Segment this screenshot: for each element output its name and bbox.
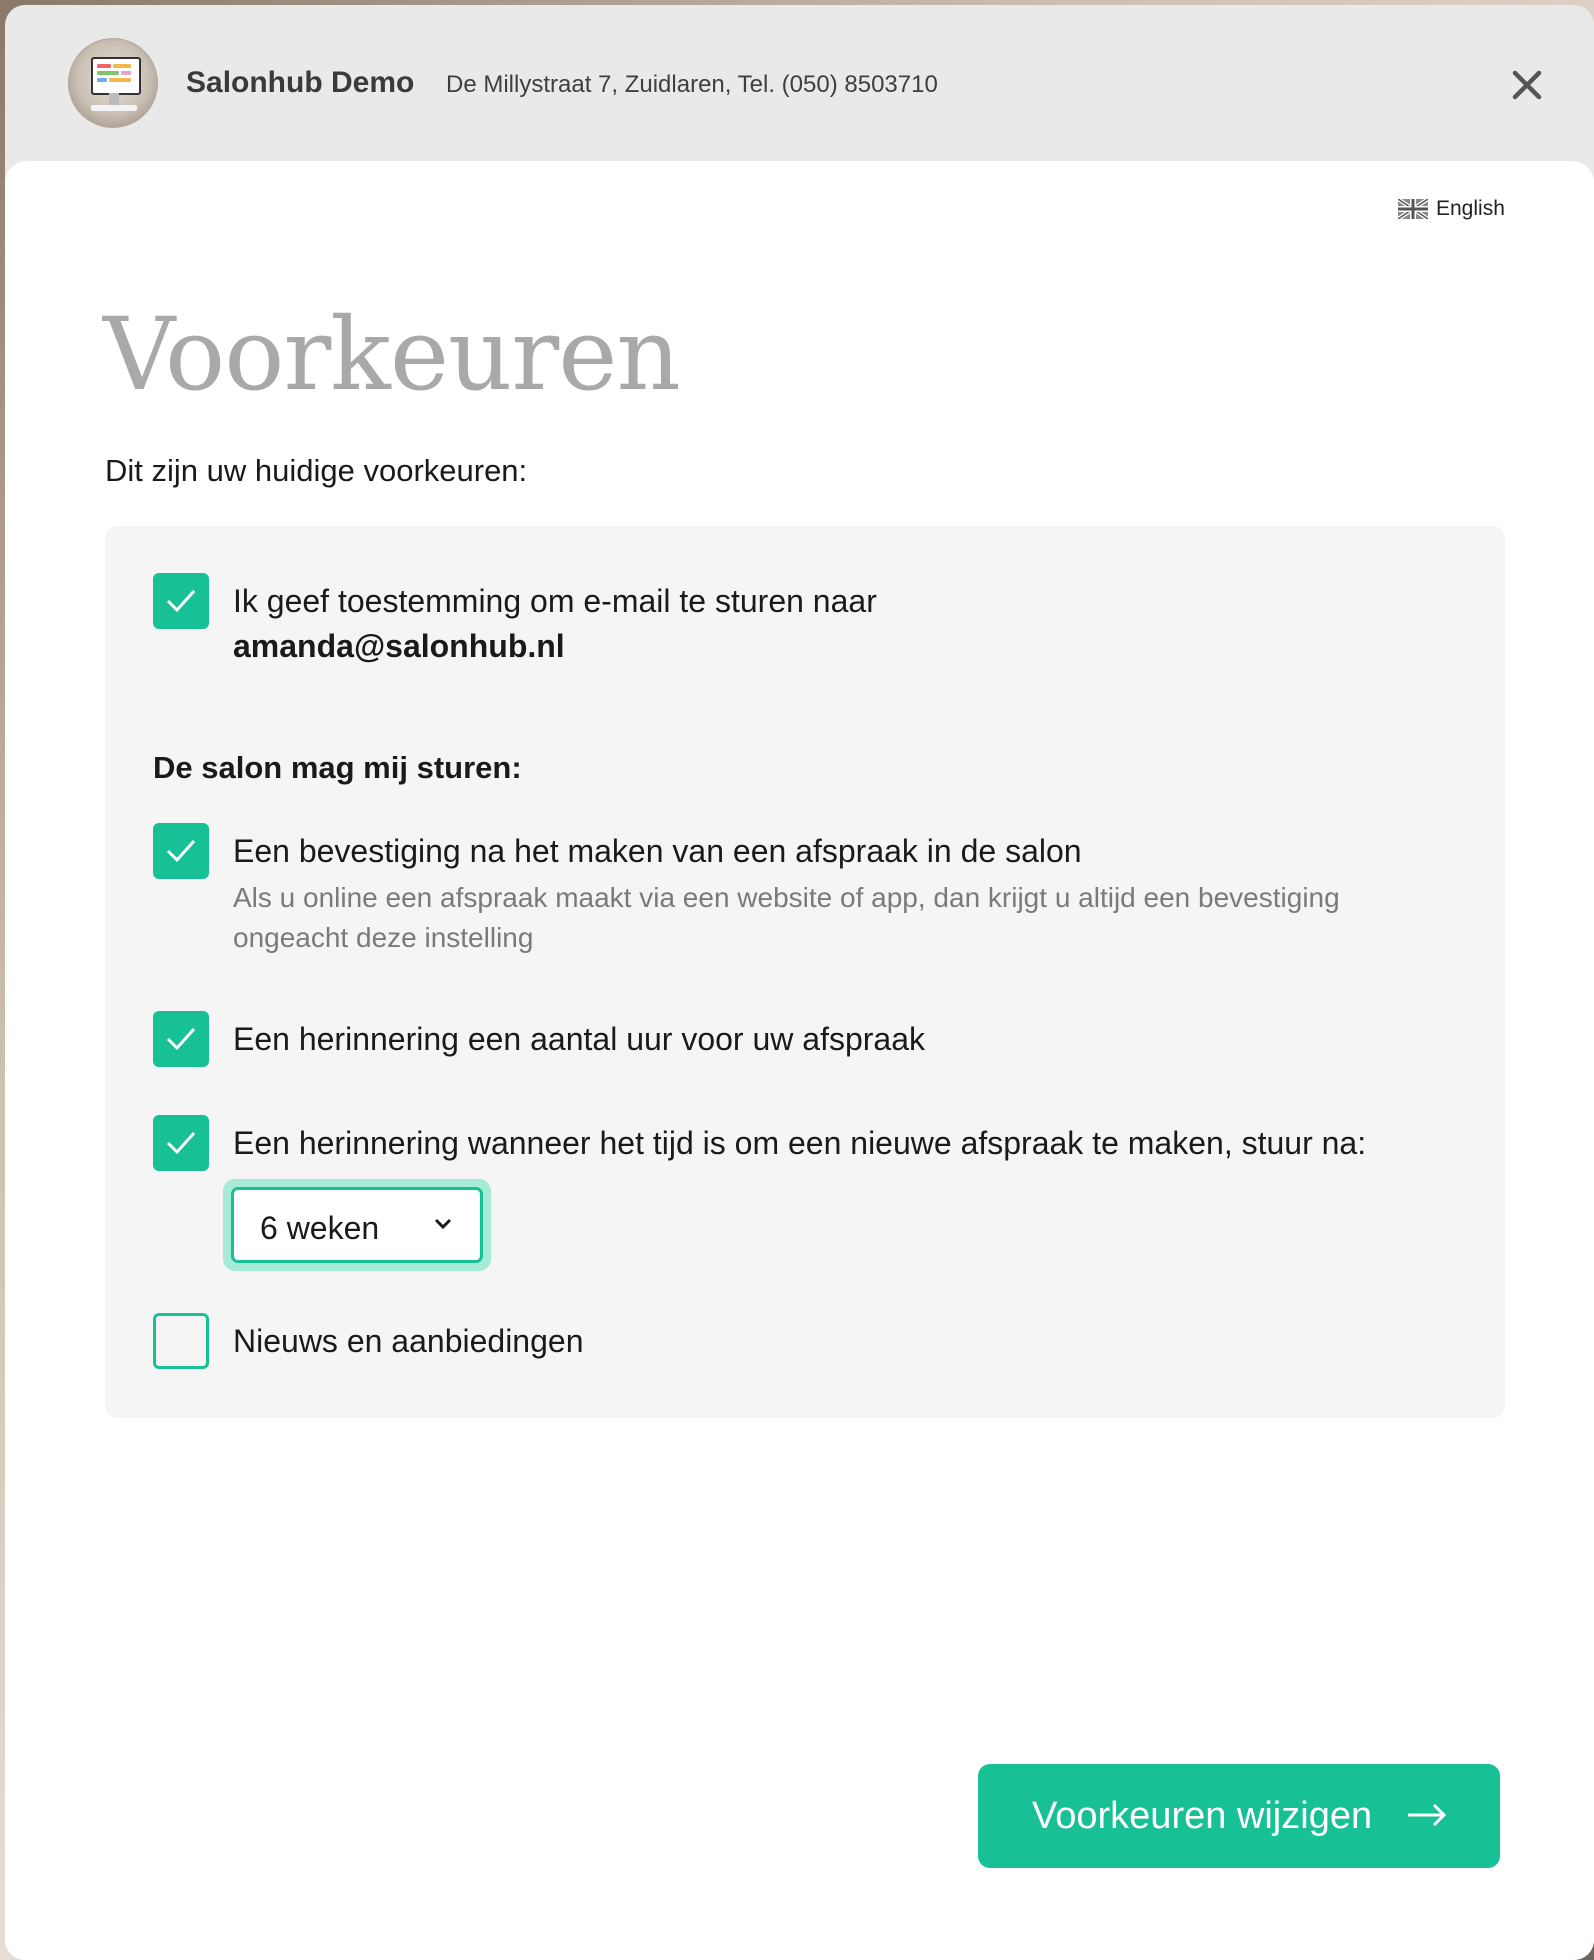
salon-address: De Millystraat 7, Zuidlaren, Tel. (050) 8503710 bbox=[446, 71, 938, 98]
consent-label: Ik geef toestemming om e-mail te sturen naar bbox=[233, 583, 877, 619]
news-checkbox[interactable] bbox=[153, 1313, 209, 1369]
consent-checkbox[interactable] bbox=[153, 573, 209, 629]
checkmark-icon bbox=[166, 838, 196, 864]
interval-select-value: 6 weken bbox=[260, 1210, 380, 1246]
salon-name: Salonhub Demo bbox=[186, 66, 415, 99]
language-label: English bbox=[1436, 197, 1505, 220]
close-icon bbox=[1510, 68, 1544, 102]
preferences-modal bbox=[5, 5, 1594, 1960]
salon-avatar bbox=[68, 38, 158, 128]
checkmark-icon bbox=[166, 1026, 196, 1052]
consent-email: amanda@salonhub.nl bbox=[233, 628, 565, 664]
modal-header bbox=[5, 5, 1594, 161]
reminder-hours-checkbox[interactable] bbox=[153, 1011, 209, 1067]
confirmation-note: Als u online een afspraak maakt via een website of app, dan krijgt u altijd een bevestiging ongeacht deze instelling bbox=[233, 882, 1340, 953]
rebook-reminder-label: Een herinnering wanneer het tijd is om een nieuwe afspraak te maken, stuur na: bbox=[233, 1125, 1367, 1161]
close-button[interactable] bbox=[1510, 68, 1544, 102]
page-title: Voorkeuren bbox=[103, 296, 680, 413]
monitor-icon bbox=[91, 57, 141, 95]
confirmation-label: Een bevestiging na het maken van een afspraak in de salon bbox=[233, 833, 1082, 869]
content-panel bbox=[5, 161, 1594, 1960]
checkmark-icon bbox=[166, 1130, 196, 1156]
reminder-hours-label: Een herinnering een aantal uur voor uw afspraak bbox=[233, 1021, 925, 1057]
preferences-box bbox=[105, 526, 1505, 1418]
save-preferences-button[interactable] bbox=[978, 1764, 1500, 1868]
chevron-down-icon bbox=[434, 1218, 452, 1230]
language-switch[interactable] bbox=[1398, 197, 1505, 221]
page-subtitle: Dit zijn uw huidige voorkeuren: bbox=[105, 453, 528, 488]
news-label: Nieuws en aanbiedingen bbox=[233, 1323, 584, 1359]
section-heading: De salon mag mij sturen: bbox=[153, 750, 522, 785]
save-preferences-label: Voorkeuren wijzigen bbox=[1032, 1795, 1373, 1837]
uk-flag-icon bbox=[1398, 199, 1428, 219]
confirmation-checkbox[interactable] bbox=[153, 823, 209, 879]
arrow-right-icon bbox=[1406, 1802, 1448, 1828]
interval-select[interactable] bbox=[231, 1187, 483, 1263]
rebook-reminder-checkbox[interactable] bbox=[153, 1115, 209, 1171]
checkmark-icon bbox=[166, 588, 196, 614]
